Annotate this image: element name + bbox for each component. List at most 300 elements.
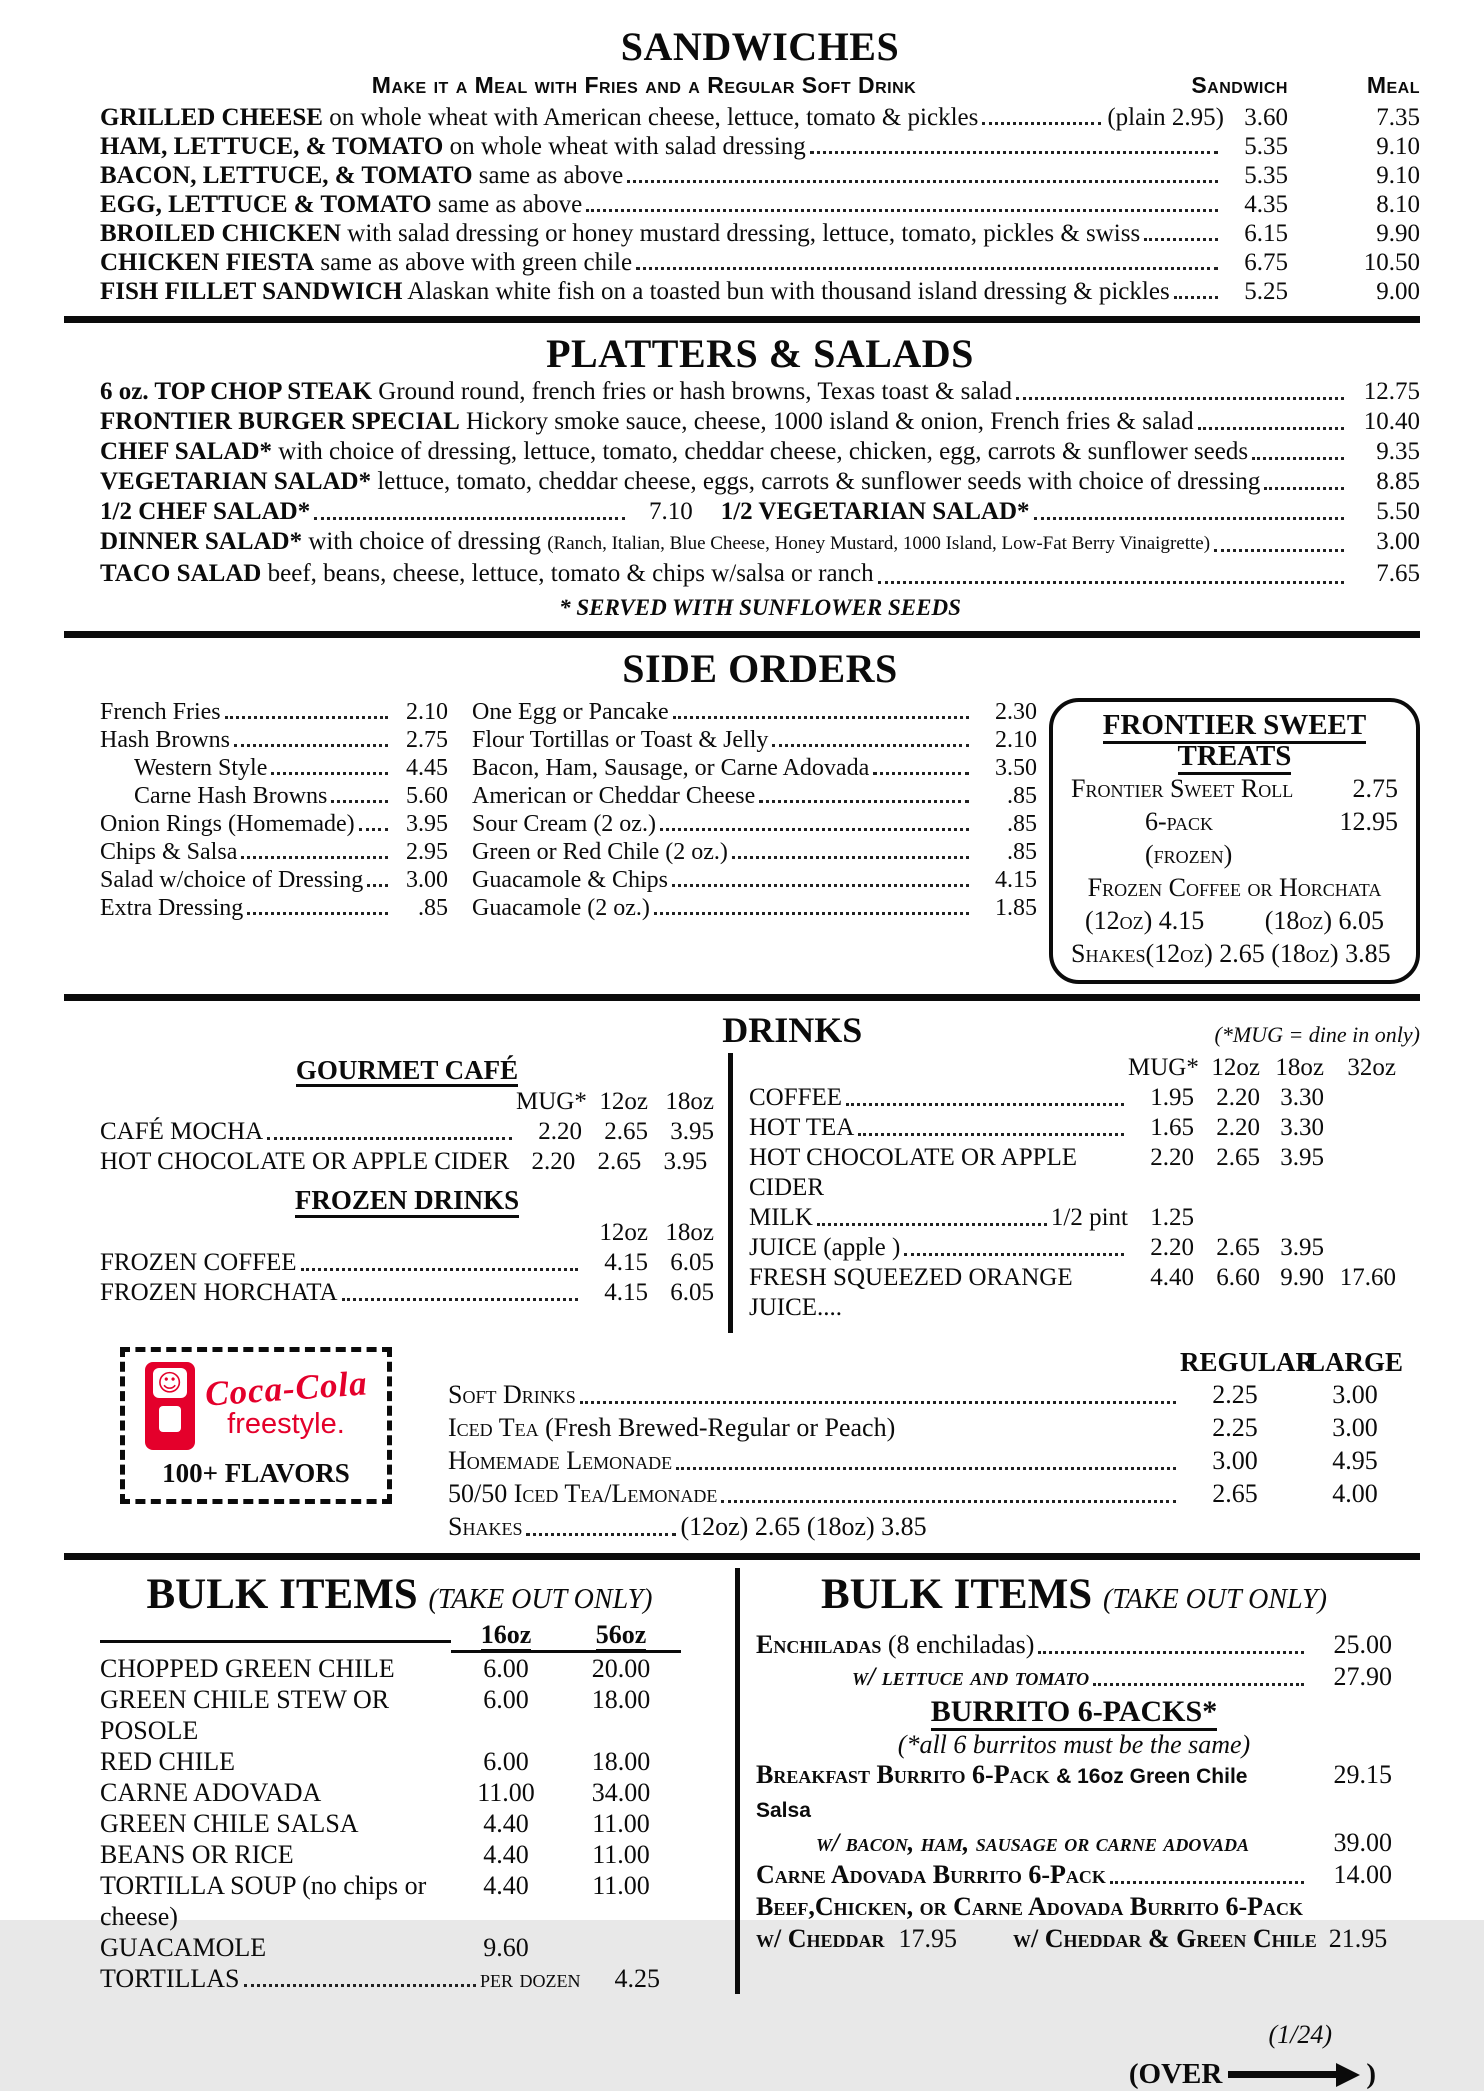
- price-56oz: 34.00: [591, 1778, 651, 1807]
- menu-item-row: [100, 467, 1420, 497]
- price-12oz: 2.20: [1216, 1114, 1260, 1141]
- size-header-18oz: 18oz: [665, 1218, 714, 1246]
- item-text: [100, 437, 1248, 467]
- price-16oz: 9.60: [483, 1933, 529, 1962]
- menu-item-row: [100, 161, 1420, 190]
- section-divider: [64, 994, 1420, 1001]
- menu-item-row: [100, 726, 448, 754]
- price-16oz: 4.40: [483, 1840, 529, 1869]
- price-mug: 2.20: [1150, 1144, 1194, 1171]
- item-name: CHOPPED GREEN CHILE: [100, 1654, 395, 1683]
- fountain-shakes-row: [448, 1510, 1420, 1543]
- size-header-12oz: 12oz: [599, 1218, 648, 1246]
- dotted-leader: [904, 1253, 1124, 1256]
- price-18oz: 6.05: [670, 1248, 714, 1276]
- sandwich-price: 5.35: [1244, 133, 1288, 160]
- shakes-prices: Shakes(12oz) 2.65 (18oz) 3.85: [1071, 939, 1391, 968]
- item-name: Western Style: [134, 755, 268, 781]
- size-header-18oz: 18oz: [1275, 1054, 1324, 1081]
- breakfast-meats-name: w/ bacon, ham, sausage or carne adovada: [816, 1827, 1250, 1857]
- dotted-leader: [982, 122, 1101, 125]
- menu-item-row: [100, 866, 448, 894]
- size-header-12oz: 12oz: [599, 1088, 648, 1116]
- item-name: FRESH SQUEEZED ORANGE JUICE....: [749, 1264, 1073, 1321]
- item-name: BROILED CHICKEN: [100, 220, 342, 247]
- platters-section: [64, 331, 1420, 621]
- size-header-mug: MUG*: [1128, 1054, 1199, 1081]
- bulk-right-takeout-note: (TAKE OUT ONLY): [1102, 1584, 1327, 1615]
- size-header-16oz: 16oz: [481, 1620, 532, 1652]
- drinks-title: DRINKS: [722, 1010, 863, 1050]
- gourmet-cafe-column: [100, 1053, 728, 1333]
- menu-item-row: [100, 1278, 714, 1308]
- dispenser-slot: [159, 1406, 181, 1432]
- dotted-leader: [1038, 1651, 1304, 1654]
- item-text: [100, 407, 1194, 437]
- price-18oz: 3.30: [1280, 1114, 1324, 1141]
- menu-item-row: [100, 1777, 699, 1808]
- menu-item-row: [100, 838, 448, 866]
- soft-drinks-name: Soft Drinks: [448, 1380, 576, 1409]
- dotted-leader: [244, 1984, 476, 1987]
- sandwiches-section: [64, 24, 1420, 306]
- item-text: [100, 559, 874, 591]
- burrito-6packs-heading: BURRITO 6-PACKS*: [931, 1696, 1217, 1731]
- tortillas-row: [100, 1963, 660, 1994]
- menu-item-row: [100, 1653, 699, 1684]
- price-mug: 2.20: [1150, 1234, 1194, 1261]
- frozen-size-headers: [100, 1218, 714, 1248]
- freestyle-wordmark: freestyle.: [227, 1408, 345, 1440]
- revision-date: (1/24): [1268, 2020, 1332, 2049]
- item-name: GUACAMOLE: [100, 1933, 267, 1962]
- menu-item-row: [100, 103, 1420, 132]
- item-price: 4.45: [406, 755, 448, 781]
- fountain-headers: [448, 1347, 1420, 1378]
- side-orders-middle-column: [472, 698, 1037, 922]
- half-half-regular-price: 2.65: [1212, 1479, 1258, 1508]
- dotted-leader: [1214, 549, 1344, 552]
- item-text: [100, 527, 1210, 559]
- menu-item-row: [100, 894, 448, 922]
- dotted-leader: [580, 1401, 1176, 1404]
- item-desc: with salad dressing or honey mustard dressing, lettuce, tomato, pickles & swiss: [347, 220, 1141, 247]
- section-divider: [64, 631, 1420, 638]
- over-indicator: [64, 2058, 1420, 2091]
- menu-item-row: [472, 894, 1037, 922]
- sandwich-price: 4.35: [1244, 191, 1288, 218]
- enchiladas-desc: (8 enchiladas): [887, 1630, 1035, 1659]
- tortillas-name: TORTILLAS: [100, 1964, 240, 1993]
- side-orders-title: SIDE ORDERS: [622, 646, 898, 691]
- meal-price: 9.00: [1376, 278, 1420, 305]
- dotted-leader: [314, 517, 624, 520]
- menu-item-row: [749, 1203, 1396, 1233]
- menu-item-row: [100, 754, 448, 782]
- item-name: GRILLED CHEESE: [100, 104, 323, 131]
- size-header-18oz: 18oz: [665, 1088, 714, 1116]
- beef-chicken-burrito-row: [756, 1891, 1392, 1923]
- menu-item-row: [100, 277, 1420, 306]
- price-16oz: 11.00: [477, 1778, 535, 1807]
- menu-item-row: [472, 782, 1037, 810]
- half-salads-row: [100, 497, 1420, 527]
- sandwich-price: 5.35: [1244, 162, 1288, 189]
- breakfast-burrito-price: 29.15: [1333, 1759, 1392, 1789]
- item-name: Extra Dressing: [100, 895, 244, 921]
- dotted-leader: [846, 1103, 1124, 1106]
- item-name: CAFÉ MOCHA: [100, 1118, 264, 1146]
- item-name: HAM, LETTUCE, & TOMATO: [100, 133, 444, 160]
- item-price: 10.40: [1363, 408, 1420, 435]
- menu-item-row: [472, 754, 1037, 782]
- item-name: Hash Browns: [100, 727, 230, 753]
- item-name: Chips & Salsa: [100, 839, 238, 865]
- breakfast-burrito-extra: & 16oz Green Chile Salsa: [756, 1764, 1248, 1822]
- dotted-leader: [1174, 296, 1218, 299]
- item-text: [100, 190, 582, 219]
- iced-tea-note: (Fresh Brewed-Regular or Peach): [545, 1413, 896, 1442]
- dotted-leader: [672, 884, 969, 887]
- menu-item-row: [100, 559, 1420, 591]
- price-16oz: 4.40: [483, 1809, 529, 1838]
- item-text: [100, 161, 623, 190]
- item-name: American or Cheddar Cheese: [472, 783, 756, 809]
- price-mug: 1.65: [1150, 1114, 1194, 1141]
- sweet-roll-price: 2.75: [1352, 774, 1398, 803]
- item-name: RED CHILE: [100, 1747, 236, 1776]
- menu-item-row: [100, 1808, 699, 1839]
- dotted-leader: [660, 828, 969, 831]
- platters-list-a: [100, 377, 1420, 497]
- dotted-leader: [654, 912, 969, 915]
- price-12oz: 2.20: [1216, 1084, 1260, 1111]
- with-cheddar-price: 17.95: [898, 1923, 958, 1953]
- item-desc: with choice of dressing, lettuce, tomato, cheddar cheese, chicken, egg, carrots & sunflower seeds: [278, 438, 1249, 465]
- item-price: .85: [418, 895, 448, 921]
- item-price: 2.10: [995, 727, 1037, 753]
- lettuce-tomato-name: w/ lettuce and tomato: [852, 1662, 1090, 1691]
- lettuce-tomato-price: 27.90: [1333, 1662, 1392, 1691]
- price-18oz: 9.90: [1280, 1264, 1324, 1291]
- item-price: 2.95: [406, 839, 448, 865]
- sunflower-seeds-footnote: * SERVED WITH SUNFLOWER SEEDS: [559, 595, 961, 620]
- price-18oz: 6.05: [670, 1278, 714, 1306]
- item-name: CHICKEN FIESTA: [100, 249, 315, 276]
- dotted-leader: [878, 581, 1344, 584]
- item-desc: beef, beans, cheese, lettuce, tomato & chips w/salsa or ranch: [267, 560, 874, 587]
- regular-column-header: REGULAR: [1180, 1347, 1316, 1377]
- item-text: [100, 103, 978, 132]
- item-name: HOT CHOCOLATE OR APPLE CIDER: [749, 1144, 1078, 1201]
- sandwiches-list: [100, 103, 1420, 306]
- price-12oz: 4.15: [604, 1278, 648, 1306]
- menu-item-row: [472, 866, 1037, 894]
- dotted-leader: [1093, 1683, 1304, 1686]
- platters-title: PLATTERS & SALADS: [546, 331, 974, 376]
- item-name: JUICE (apple ): [749, 1234, 901, 1261]
- item-unit: 1/2 pint: [1050, 1204, 1128, 1231]
- meal-price: 10.50: [1363, 249, 1420, 276]
- price-16oz: 4.40: [483, 1871, 529, 1900]
- dotted-leader: [359, 828, 388, 831]
- dotted-leader: [772, 744, 969, 747]
- dotted-leader: [1034, 517, 1344, 520]
- item-text: [100, 467, 1260, 497]
- sandwich-price: 5.25: [1244, 278, 1288, 305]
- vending-machine-icon: [145, 1362, 195, 1450]
- item-price: .85: [1007, 783, 1037, 809]
- dotted-leader: [1144, 238, 1218, 241]
- dotted-leader: [759, 800, 969, 803]
- sandwich-price: 6.75: [1244, 249, 1288, 276]
- item-name: BEANS OR RICE: [100, 1840, 294, 1869]
- frozen-sizes-row: [1071, 904, 1398, 937]
- menu-item-row: [749, 1263, 1396, 1323]
- dotted-leader: [301, 1268, 578, 1271]
- price-56oz: 11.00: [592, 1809, 650, 1838]
- price-16oz: 6.00: [483, 1685, 529, 1714]
- sixpack-row: [1071, 805, 1398, 871]
- item-desc: on whole wheat with American cheese, lettuce, tomato & pickles: [329, 104, 979, 131]
- item-name: COFFEE: [749, 1084, 843, 1111]
- dotted-leader: [721, 1500, 1176, 1503]
- bulk-left-list: [100, 1653, 699, 1963]
- dotted-leader: [676, 1467, 1176, 1470]
- price-16oz: 6.00: [483, 1747, 529, 1776]
- menu-item-row: [100, 132, 1420, 161]
- menu-item-row: [100, 1839, 699, 1870]
- item-price: 2.75: [406, 727, 448, 753]
- breakfast-burrito-name: Breakfast Burrito 6-Pack: [756, 1759, 1050, 1789]
- item-desc: on whole wheat with salad dressing: [449, 133, 806, 160]
- price-32oz: 17.60: [1339, 1264, 1396, 1291]
- price-18oz: 3.30: [1280, 1084, 1324, 1111]
- price-12oz: 2.65: [604, 1118, 648, 1146]
- menu-item-row: [100, 219, 1420, 248]
- dotted-leader: [873, 772, 969, 775]
- menu-item-row: [100, 1147, 714, 1177]
- dotted-leader: [1198, 427, 1344, 430]
- soft-drinks-regular-price: 2.25: [1212, 1380, 1258, 1409]
- bulk-right-title: BULK ITEMS: [821, 1571, 1093, 1618]
- dotted-leader: [225, 716, 388, 719]
- burrito-6packs-note: (*all 6 burritos must be the same): [897, 1729, 1251, 1759]
- price-56oz: 11.00: [592, 1840, 650, 1869]
- enchiladas-row: [756, 1629, 1392, 1661]
- size-header-12oz: 12oz: [1211, 1054, 1260, 1081]
- over-close-paren: ): [1366, 2058, 1376, 2090]
- item-name: One Egg or Pancake: [472, 699, 669, 725]
- dotted-leader: [817, 1223, 1047, 1226]
- coca-cola-freestyle-box: [120, 1347, 392, 1504]
- price-16oz: 6.00: [483, 1654, 529, 1683]
- dotted-leader: [1264, 487, 1344, 490]
- beef-chicken-burrito-name: Beef,Chicken, or Carne Adovada Burrito 6-Pack: [756, 1891, 1303, 1921]
- frozen-12oz-price: (12oz) 4.15: [1085, 906, 1205, 935]
- item-price: 3.00: [1376, 528, 1420, 555]
- menu-item-row: [100, 1746, 699, 1777]
- half-half-row: [448, 1477, 1420, 1510]
- menu-item-row: [749, 1233, 1396, 1263]
- bulk-items-right-column: [740, 1568, 1420, 1994]
- item-name: Carne Hash Browns: [134, 783, 328, 809]
- price-mug: 2.20: [538, 1118, 582, 1146]
- item-price: 2.10: [406, 699, 448, 725]
- price-12oz: 2.65: [1216, 1234, 1260, 1261]
- item-price: .85: [1007, 811, 1037, 837]
- sixpack-price: 12.95: [1339, 807, 1398, 836]
- item-note: (plain 2.95): [1107, 104, 1224, 131]
- dotted-leader: [526, 1533, 676, 1536]
- dotted-leader: [810, 151, 1218, 154]
- carne-adovada-burrito-name: Carne Adovada Burrito 6-Pack: [756, 1859, 1106, 1889]
- sweet-treats-title: [1071, 710, 1398, 772]
- dotted-leader: [586, 209, 1218, 212]
- soft-drinks-row: [448, 1378, 1420, 1411]
- bulk-items-left-column: [64, 1568, 740, 1994]
- item-name: CHEF SALAD*: [100, 438, 273, 465]
- dotted-leader: [1016, 397, 1344, 400]
- meal-price: 9.10: [1376, 162, 1420, 189]
- item-name: Flour Tortillas or Toast & Jelly: [472, 727, 769, 753]
- coca-cola-logo: Coca-Cola: [203, 1363, 369, 1414]
- item-text: [100, 377, 1012, 407]
- bulk-left-title: BULK ITEMS: [146, 1571, 418, 1618]
- price-18oz: 3.95: [1280, 1144, 1324, 1171]
- sandwich-price: 6.15: [1244, 220, 1288, 247]
- item-fine-print: (Ranch, Italian, Blue Cheese, Honey Mustard, 1000 Island, Low-Fat Berry Vinaigrette): [547, 533, 1211, 554]
- dotted-leader: [627, 180, 1218, 183]
- item-price: 4.15: [995, 867, 1037, 893]
- meal-price: 9.10: [1376, 133, 1420, 160]
- price-12oz: 2.65: [597, 1148, 642, 1176]
- sweet-treats-title-line1: FRONTIER SWEET: [1103, 709, 1366, 744]
- fountain-shakes-prices: (12oz) 2.65 (18oz) 3.85: [680, 1512, 927, 1541]
- price-18oz: 3.95: [670, 1118, 714, 1146]
- lemonade-large-price: 4.95: [1332, 1446, 1378, 1475]
- item-name: HOT TEA: [749, 1114, 855, 1141]
- iced-tea-large-price: 3.00: [1332, 1413, 1378, 1442]
- sandwich-price: 3.60: [1244, 104, 1288, 131]
- menu-item-row: [472, 698, 1037, 726]
- menu-item-row: [749, 1143, 1396, 1203]
- lemonade-regular-price: 3.00: [1212, 1446, 1258, 1475]
- dotted-leader: [673, 716, 969, 719]
- frozen-drinks-heading: FROZEN DRINKS: [295, 1186, 519, 1217]
- item-price: .85: [1007, 839, 1037, 865]
- item-name: FROZEN COFFEE: [100, 1248, 297, 1276]
- item-price: 5.60: [406, 783, 448, 809]
- tortillas-unit: per dozen: [480, 1964, 581, 1993]
- sandwich-column-header: Sandwich: [1191, 72, 1288, 98]
- item-text: [100, 219, 1140, 248]
- gourmet-cafe-heading: GOURMET CAFÉ: [296, 1056, 518, 1087]
- right-size-headers: [749, 1053, 1396, 1083]
- item-name: French Fries: [100, 699, 221, 725]
- price-56oz: 20.00: [591, 1654, 651, 1683]
- item-desc: same as above with green chile: [320, 249, 633, 276]
- menu-item-row: [100, 1870, 699, 1932]
- carne-adovada-burrito-price: 14.00: [1333, 1859, 1392, 1889]
- menu-item-row: [100, 248, 1420, 277]
- item-price: 3.95: [406, 811, 448, 837]
- item-name: FROZEN HORCHATA: [100, 1278, 338, 1306]
- enchiladas-price: 25.00: [1333, 1630, 1392, 1659]
- menu-item-row: [472, 810, 1037, 838]
- price-12oz: 6.60: [1216, 1264, 1260, 1291]
- iced-tea-name: Iced Tea: [448, 1413, 539, 1442]
- dotted-leader: [342, 1298, 578, 1301]
- item-name: VEGETARIAN SALAD*: [100, 468, 372, 495]
- size-header-32oz: 32oz: [1347, 1054, 1396, 1081]
- item-name: FRONTIER BURGER SPECIAL: [100, 408, 460, 435]
- frozen-coffee-horchata-row: [1071, 871, 1398, 904]
- over-label: (OVER: [1128, 2058, 1223, 2090]
- bulk-items-section: [64, 1568, 1420, 1994]
- tortillas-price: 4.25: [614, 1964, 660, 1993]
- dotted-leader: [234, 744, 388, 747]
- half-vegetarian-salad-price: 5.50: [1376, 498, 1421, 525]
- price-mug: 1.25: [1150, 1204, 1194, 1231]
- lemonade-row: [448, 1444, 1420, 1477]
- sixpack-name: 6-pack (frozen): [1145, 807, 1233, 869]
- item-text: [100, 277, 1170, 306]
- price-12oz: 4.15: [604, 1248, 648, 1276]
- item-price: 3.50: [995, 755, 1037, 781]
- iced-tea-row: [448, 1411, 1420, 1444]
- item-desc: same as above: [478, 162, 624, 189]
- menu-item-row: [749, 1113, 1396, 1143]
- coffee-tea-column: [728, 1053, 1420, 1333]
- fountain-shakes-name: Shakes: [448, 1512, 523, 1541]
- menu-item-row: [100, 782, 448, 810]
- item-name: FISH FILLET SANDWICH: [100, 278, 403, 305]
- item-name: Guacamole (2 oz.): [472, 895, 650, 921]
- sweet-roll-name: Frontier Sweet Roll: [1071, 774, 1294, 803]
- menu-item-row: [100, 810, 448, 838]
- lemonade-name: Homemade Lemonade: [448, 1446, 673, 1475]
- make-it-a-meal-subtitle: Make it a Meal with Fries and a Regular Soft Drink: [371, 72, 917, 98]
- price-56oz: 18.00: [591, 1685, 651, 1714]
- menu-item-row: [100, 407, 1420, 437]
- item-price: 1.85: [995, 895, 1037, 921]
- bulk-left-size-headers: [100, 1619, 699, 1653]
- item-price: 8.85: [1376, 468, 1420, 495]
- meal-price: 8.10: [1376, 191, 1420, 218]
- menu-item-row: [100, 527, 1420, 559]
- menu-item-row: [100, 1248, 714, 1278]
- item-name: Guacamole & Chips: [472, 867, 668, 893]
- menu-item-row: [100, 698, 448, 726]
- item-desc: same as above: [437, 191, 583, 218]
- item-price: 3.00: [406, 867, 448, 893]
- item-price: 12.75: [1363, 378, 1420, 405]
- dotted-leader: [267, 1137, 512, 1140]
- item-name: Bacon, Ham, Sausage, or Carne Adovada: [472, 755, 870, 781]
- item-desc: with choice of dressing: [308, 528, 541, 555]
- frontier-sweet-treats-box: [1049, 698, 1420, 984]
- sweet-roll-row: [1071, 772, 1398, 805]
- flavors-count-label: 100+ FLAVORS: [162, 1458, 350, 1488]
- dotted-leader: [732, 856, 969, 859]
- coffee-tea-list: [749, 1083, 1396, 1323]
- dotted-leader: [247, 912, 388, 915]
- price-mug: 2.20: [531, 1148, 576, 1176]
- right-arrow-icon: [1228, 2063, 1360, 2087]
- menu-item-row: [100, 377, 1420, 407]
- dotted-leader: [858, 1133, 1124, 1136]
